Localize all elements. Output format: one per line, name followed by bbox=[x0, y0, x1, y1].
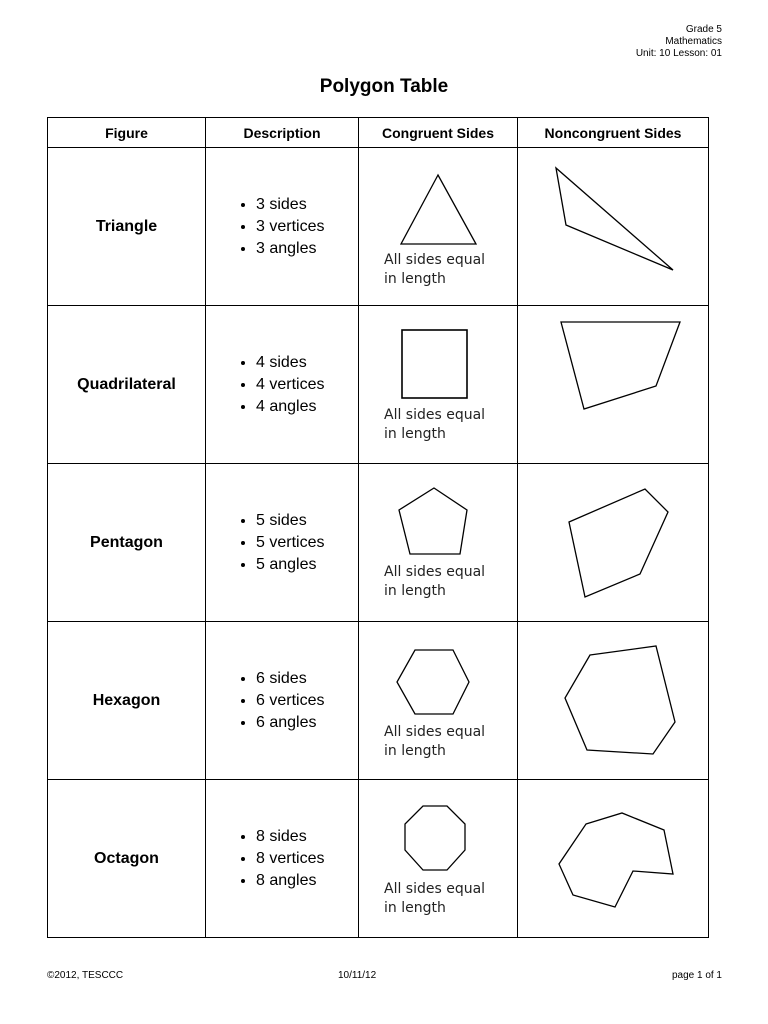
grade-label: Grade 5 bbox=[685, 24, 722, 35]
caption-line-1: All sides equal bbox=[384, 407, 486, 423]
description-list bbox=[206, 668, 358, 734]
description-cell bbox=[206, 622, 359, 780]
unit-lesson-label: Unit: 10 Lesson: 01 bbox=[635, 48, 722, 59]
congruent-cell bbox=[359, 148, 518, 306]
figure-name: Triangle bbox=[48, 148, 206, 306]
description-item: • 4 vertices bbox=[256, 374, 358, 396]
table-row-pentagon bbox=[48, 464, 709, 622]
description-item: • 6 vertices bbox=[256, 690, 358, 712]
congruent-caption bbox=[384, 406, 485, 444]
caption-line-2: in length bbox=[384, 743, 446, 759]
polygon-table bbox=[47, 117, 709, 938]
footer-copyright: ©2012, TESCCC bbox=[47, 970, 124, 981]
table-row-quadrilateral bbox=[48, 306, 709, 464]
description-list bbox=[206, 352, 358, 418]
table-row-triangle bbox=[48, 148, 709, 306]
description-item: • 8 vertices bbox=[256, 848, 358, 870]
caption-line-2: in length bbox=[384, 900, 446, 916]
caption-line-1: All sides equal bbox=[384, 724, 486, 740]
document-header-info bbox=[636, 24, 722, 60]
description-item: • 8 angles bbox=[256, 870, 358, 892]
table-header-row bbox=[48, 118, 709, 148]
figure-name: Quadrilateral bbox=[48, 306, 206, 464]
noncongruent-cell bbox=[518, 622, 709, 780]
page-title: Polygon Table bbox=[319, 76, 449, 97]
irregular-hexagon-shape bbox=[518, 622, 709, 779]
congruent-cell bbox=[359, 464, 518, 622]
subject-label: Mathematics bbox=[665, 36, 722, 47]
congruent-caption bbox=[384, 880, 485, 918]
description-list bbox=[206, 194, 358, 260]
column-header-description: Description bbox=[206, 118, 359, 148]
description-item: • 8 sides bbox=[256, 826, 358, 848]
congruent-caption bbox=[384, 563, 485, 601]
scalene-triangle-shape bbox=[518, 148, 709, 305]
congruent-caption bbox=[384, 723, 485, 761]
description-item: • 3 vertices bbox=[256, 216, 358, 238]
footer-page-number: page 1 of 1 bbox=[671, 970, 722, 981]
description-item: • 4 angles bbox=[256, 396, 358, 418]
table-row-hexagon bbox=[48, 622, 709, 780]
caption-line-2: in length bbox=[384, 426, 446, 442]
column-header-congruent-sides: Congruent Sides bbox=[359, 118, 518, 148]
description-list bbox=[206, 826, 358, 892]
caption-line-1: All sides equal bbox=[384, 564, 486, 580]
noncongruent-cell bbox=[518, 306, 709, 464]
table-row-octagon bbox=[48, 780, 709, 938]
caption-line-1: All sides equal bbox=[384, 881, 486, 897]
description-item: • 4 sides bbox=[256, 352, 358, 374]
figure-name: Pentagon bbox=[48, 464, 206, 622]
description-item: • 5 sides bbox=[256, 510, 358, 532]
irregular-octagon-shape bbox=[518, 780, 709, 937]
caption-line-2: in length bbox=[384, 271, 446, 287]
description-cell bbox=[206, 464, 359, 622]
noncongruent-cell bbox=[518, 780, 709, 938]
description-item: • 6 sides bbox=[256, 668, 358, 690]
description-item: • 6 angles bbox=[256, 712, 358, 734]
congruent-cell bbox=[359, 622, 518, 780]
irregular-quadrilateral-shape bbox=[518, 306, 709, 463]
figure-name: Octagon bbox=[48, 780, 206, 938]
description-item: • 3 angles bbox=[256, 238, 358, 260]
description-list bbox=[206, 510, 358, 576]
congruent-caption bbox=[384, 251, 485, 289]
description-cell bbox=[206, 780, 359, 938]
caption-line-2: in length bbox=[384, 583, 446, 599]
irregular-pentagon-shape bbox=[518, 464, 709, 621]
footer-date: 10/11/12 bbox=[338, 970, 377, 981]
description-cell bbox=[206, 306, 359, 464]
noncongruent-cell bbox=[518, 464, 709, 622]
description-item: • 5 angles bbox=[256, 554, 358, 576]
column-header-noncongruent-sides: Noncongruent Sides bbox=[518, 118, 709, 148]
description-item: • 3 sides bbox=[256, 194, 358, 216]
caption-line-1: All sides equal bbox=[384, 252, 486, 268]
noncongruent-cell bbox=[518, 148, 709, 306]
figure-name: Hexagon bbox=[48, 622, 206, 780]
description-item: • 5 vertices bbox=[256, 532, 358, 554]
congruent-cell bbox=[359, 780, 518, 938]
congruent-cell bbox=[359, 306, 518, 464]
description-cell bbox=[206, 148, 359, 306]
column-header-figure: Figure bbox=[48, 118, 206, 148]
